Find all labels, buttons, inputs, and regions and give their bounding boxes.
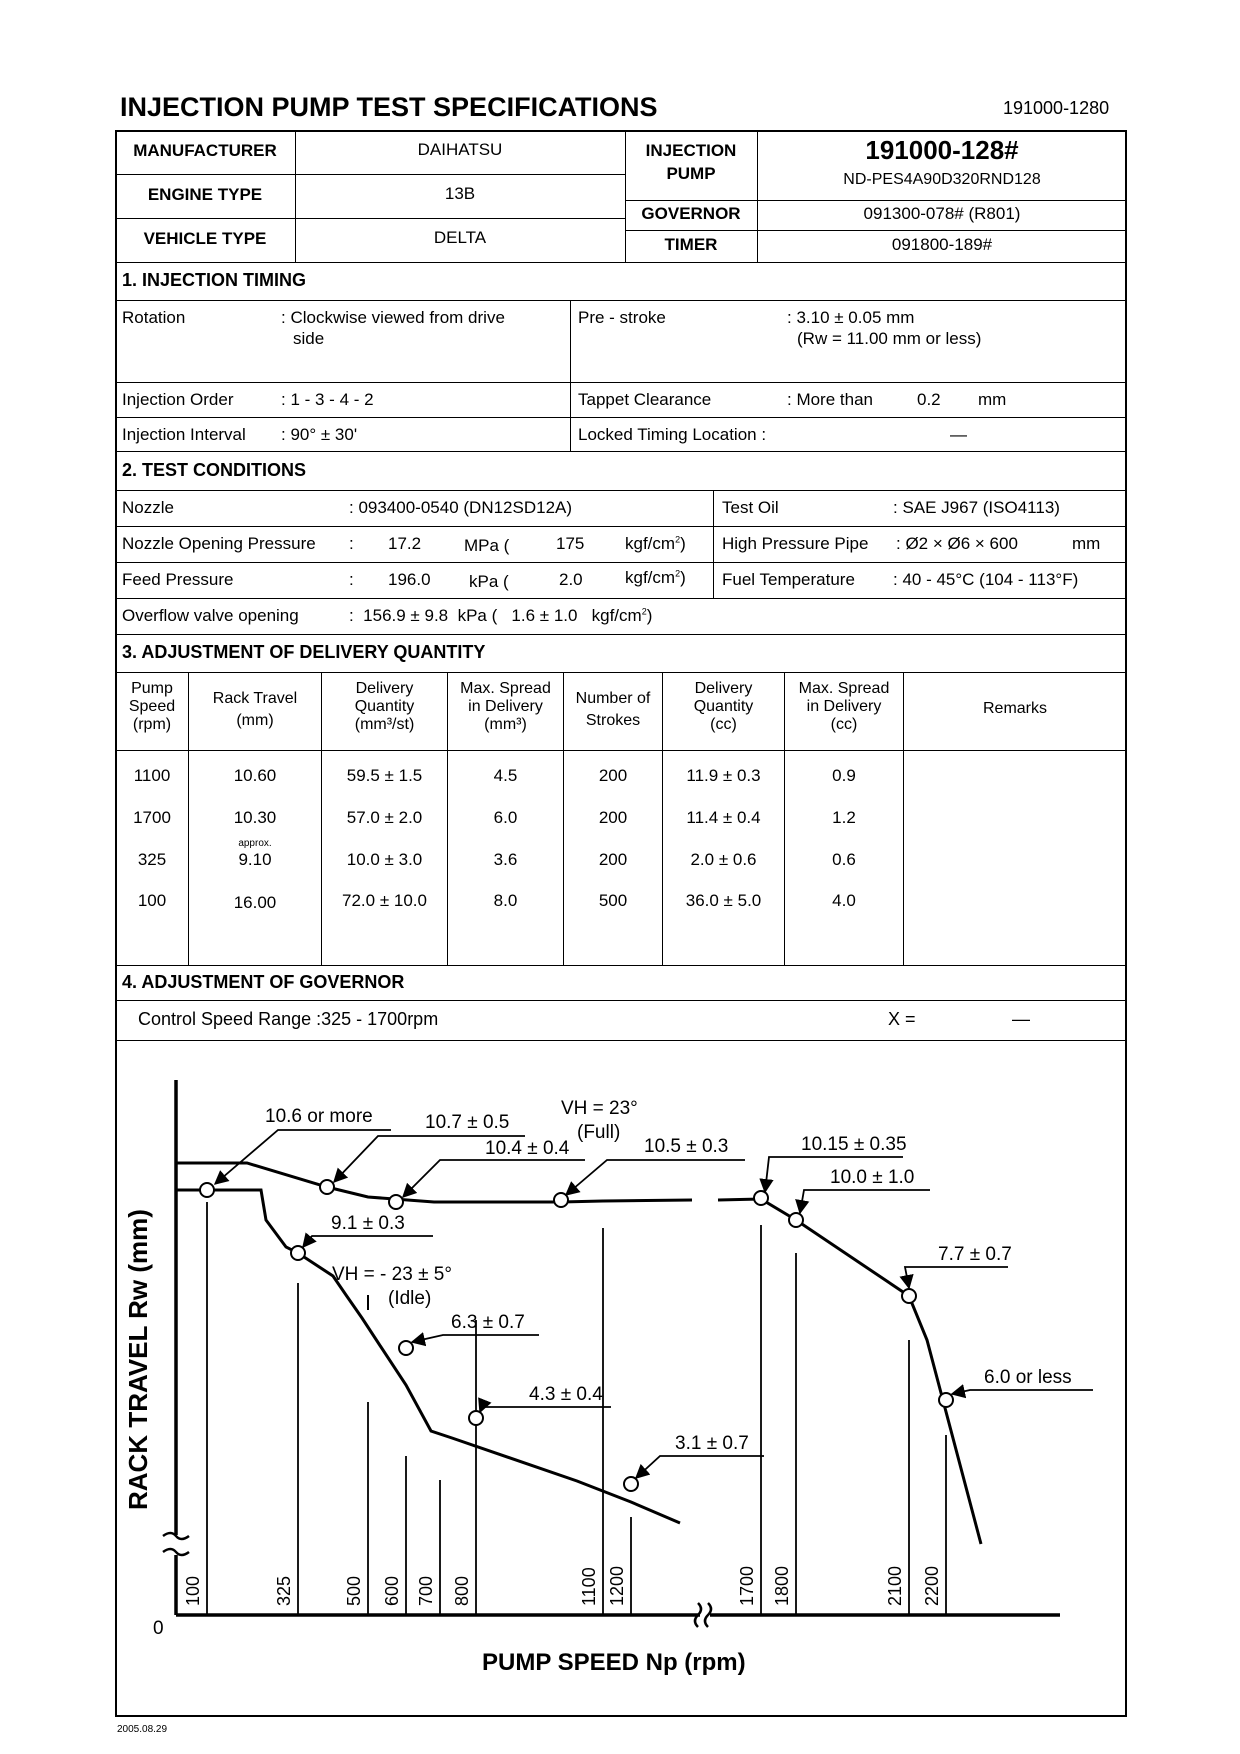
nozzle-opening-pressure-kgf: 175 — [556, 534, 585, 553]
rotation-value-1: : Clockwise viewed from drive — [281, 308, 505, 327]
tappet-clearance-unit: mm — [978, 390, 1007, 409]
cell-pump-speed: 1100 — [133, 766, 171, 785]
col-header-remarks: Remarks — [982, 700, 1047, 717]
injection-order-label: Injection Order — [122, 390, 234, 409]
measure-points — [200, 1180, 953, 1491]
label-6-0: 6.0 or less — [984, 1367, 1072, 1388]
prestroke-label: Pre - stroke — [578, 308, 666, 327]
cell-pump-speed: 325 — [137, 850, 167, 869]
point-2200 — [939, 1393, 953, 1407]
control-speed-range: Control Speed Range :325 - 1700rpm — [138, 1009, 439, 1029]
manufacturer-value: DAIHATSU — [417, 140, 503, 159]
idle-curve — [176, 1190, 680, 1523]
col-header-delivery-quantity-mm3: Delivery Quantity (mm³/st) — [354, 680, 415, 733]
tappet-clearance-label: Tappet Clearance — [578, 390, 712, 409]
point-1700 — [754, 1191, 768, 1205]
label-9-1: 9.1 ± 0.3 — [331, 1213, 405, 1234]
cell-rack-travel: 9.10 — [238, 850, 272, 869]
cell-delivery-mm3: 72.0 ± 10.0 — [342, 891, 427, 910]
fuel-temperature-value: : 40 - 45°C (104 - 113°F) — [893, 570, 1079, 589]
feed-pressure-kgf-unit: kgf/$cm^2$) — [625, 568, 686, 587]
delivery-quantity-title: 3. ADJUSTMENT OF DELIVERY QUANTITY — [122, 642, 486, 662]
governor-curves — [176, 1163, 981, 1544]
tick-label-500: 500 — [344, 1575, 364, 1606]
engine-type-label: ENGINE TYPE — [147, 185, 263, 204]
cell-spread-cc: 4.0 — [832, 891, 856, 910]
leader-9-1 — [303, 1236, 433, 1247]
tick-label-2100: 2100 — [885, 1565, 905, 1606]
nozzle-opening-pressure-mpa-unit: MPa ( — [464, 536, 510, 555]
nozzle-opening-pressure-mpa: 17.2 — [388, 534, 422, 553]
point-2100 — [902, 1289, 916, 1303]
nozzle-opening-pressure-colon: : — [349, 534, 354, 553]
leader-10-5 — [566, 1160, 745, 1195]
speed-gridlines — [207, 1202, 946, 1615]
governor-characteristic-graph — [115, 1040, 1125, 1715]
feed-pressure-label: Feed Pressure — [122, 570, 234, 589]
tick-label-100: 100 — [183, 1575, 203, 1606]
test-oil-value: : SAE J967 (ISO4113) — [893, 498, 1060, 517]
col-header-pump-speed: Pump Speed (rpm) — [128, 680, 176, 733]
feed-pressure-kgf: 2.0 — [559, 570, 583, 589]
locked-timing-value: — — [950, 425, 967, 444]
cell-strokes: 200 — [598, 808, 628, 827]
cell-delivery-cc: 2.0 ± 0.6 — [690, 850, 757, 869]
overflow-valve-label: Overflow valve opening — [122, 606, 299, 625]
prestroke-value-1: : 3.10 ± 0.05 mm — [787, 308, 915, 327]
timer-value: 091800-189# — [891, 235, 993, 254]
leader-3-1 — [636, 1456, 764, 1478]
locked-timing-label: Locked Timing Location : — [578, 425, 767, 444]
full-load-curve — [176, 1163, 692, 1202]
cell-strokes: 200 — [598, 850, 628, 869]
point-100 — [200, 1183, 214, 1197]
label-6-3: 6.3 ± 0.7 — [451, 1312, 525, 1333]
nozzle-label: Nozzle — [122, 498, 174, 517]
label-10-4: 10.4 ± 0.4 — [485, 1138, 570, 1159]
cell-spread-mm3: 8.0 — [493, 891, 518, 910]
governor-value: 091300-078# (R801) — [863, 204, 1021, 223]
cell-delivery-mm3: 59.5 ± 1.5 — [346, 766, 423, 785]
governor-label: GOVERNOR — [641, 204, 741, 223]
cell-delivery-mm3: 10.0 ± 3.0 — [346, 850, 423, 869]
vehicle-type-value: DELTA — [433, 228, 487, 247]
point-1500 — [554, 1193, 568, 1207]
tappet-clearance-value: 0.2 — [917, 390, 941, 409]
cell-rack-travel: 16.00 — [233, 893, 277, 912]
tick-label-600: 600 — [382, 1575, 402, 1606]
document-title: INJECTION PUMP TEST SPECIFICATIONS — [120, 92, 658, 122]
point-1800 — [789, 1213, 803, 1227]
col-header-delivery-quantity-cc: Delivery Quantity (cc) — [693, 680, 754, 733]
cell-strokes: 500 — [598, 891, 628, 910]
annotation-leaders — [215, 1130, 1093, 1478]
tick-label-1700: 1700 — [737, 1565, 757, 1606]
label-7-7: 7.7 ± 0.7 — [938, 1244, 1012, 1265]
label-vh-full-2: (Full) — [577, 1122, 621, 1143]
feed-pressure-kpa-unit: kPa ( — [469, 572, 509, 591]
high-pressure-pipe-unit: mm — [1072, 534, 1101, 553]
manufacturer-label: MANUFACTURER — [133, 141, 277, 160]
label-4-3: 4.3 ± 0.4 — [529, 1384, 603, 1405]
high-pressure-pipe-value: : Ø2 × Ø6 × 600 — [896, 534, 1018, 553]
tick-label-325: 325 — [274, 1575, 294, 1606]
leader-4-3 — [480, 1407, 611, 1412]
timer-label: TIMER — [664, 235, 718, 254]
col-header-max-spread-mm3: Max. Spread in Delivery (mm³) — [460, 680, 551, 733]
injection-pump-label-1: INJECTION — [645, 141, 737, 160]
tick-label-700: 700 — [416, 1575, 436, 1606]
tick-label-2200: 2200 — [922, 1565, 942, 1606]
y-axis-title: RACK TRAVEL Rw (mm) — [123, 1209, 153, 1510]
overflow-valve-value: : 156.9 ± 9.8 kPa ( 1.6 ± 1.0 kgf/$cm^2$) — [349, 606, 653, 625]
test-conditions-title: 2. TEST CONDITIONS — [122, 460, 307, 480]
cell-delivery-cc: 11.9 ± 0.3 — [686, 766, 761, 785]
col-header-number-of-strokes: Number of Strokes — [575, 690, 651, 729]
tappet-clearance-prefix: : More than — [787, 390, 873, 409]
document-number: 191000-1280 — [1003, 98, 1110, 118]
vehicle-type-label: VEHICLE TYPE — [143, 229, 267, 248]
point-600 — [399, 1341, 413, 1355]
cell-spread-mm3: 4.5 — [493, 766, 518, 785]
tick-label-1100: 1100 — [579, 1567, 599, 1606]
label-10-15: 10.15 ± 0.35 — [801, 1134, 907, 1155]
point-325 — [291, 1246, 305, 1260]
injection-order-value: : 1 - 3 - 4 - 2 — [281, 390, 374, 409]
cell-spread-cc: 0.6 — [832, 850, 856, 869]
speed-tick-labels — [183, 1566, 942, 1606]
fuel-temperature-label: Fuel Temperature — [722, 570, 855, 589]
cell-spread-cc: 1.2 — [832, 808, 856, 827]
approx-note: approx. — [238, 838, 272, 849]
tick-label-800: 800 — [452, 1575, 472, 1606]
injection-timing-title: 1. INJECTION TIMING — [122, 270, 307, 290]
high-pressure-pipe-label: High Pressure Pipe — [722, 534, 869, 553]
engine-type-value: 13B — [444, 184, 476, 203]
nozzle-opening-pressure-label: Nozzle Opening Pressure — [122, 534, 316, 553]
cell-rack-travel: 10.60 — [233, 766, 277, 785]
cell-pump-speed: 1700 — [133, 808, 171, 827]
test-oil-label: Test Oil — [722, 498, 779, 517]
leader-6-0 — [952, 1390, 1093, 1394]
cell-spread-cc: 0.9 — [832, 766, 856, 785]
leader-10-4 — [403, 1160, 585, 1197]
rotation-value-2: side — [293, 329, 325, 348]
point-800 — [469, 1411, 483, 1425]
injection-pump-model: ND-PES4A90D320RND128 — [843, 171, 1041, 188]
label-vh-idle-2: (Idle) — [388, 1288, 432, 1309]
injection-interval-value: : 90° ± 30' — [281, 425, 358, 444]
leader-7-7 — [905, 1267, 1008, 1288]
nozzle-opening-pressure-kgf-unit: kgf/$cm^2$) — [625, 534, 686, 553]
x-axis-title: PUMP SPEED Np (rpm) — [482, 1649, 746, 1676]
point-1200 — [624, 1477, 638, 1491]
label-10-5: 10.5 ± 0.3 — [644, 1136, 729, 1157]
feed-pressure-kpa: 196.0 — [388, 570, 431, 589]
tick-label-1800: 1800 — [772, 1565, 792, 1606]
cell-spread-mm3: 3.6 — [493, 850, 518, 869]
label-vh-idle-1: VH = - 23 ± 5° — [332, 1264, 452, 1285]
cell-delivery-cc: 11.4 ± 0.4 — [686, 808, 761, 827]
footer-date: 2005.08.29 — [117, 1724, 168, 1735]
label-10-6: 10.6 or more — [265, 1106, 373, 1127]
cell-strokes: 200 — [598, 766, 628, 785]
tick-label-1200: 1200 — [607, 1565, 627, 1606]
label-10-7: 10.7 ± 0.5 — [425, 1112, 510, 1133]
injection-interval-label: Injection Interval — [122, 425, 246, 444]
x-value: — — [1012, 1009, 1030, 1029]
nozzle-value: : 093400-0540 (DN12SD12A) — [349, 498, 573, 517]
governor-title: 4. ADJUSTMENT OF GOVERNOR — [122, 972, 405, 992]
prestroke-value-2: (Rw = 11.00 mm or less) — [797, 329, 982, 348]
cell-delivery-mm3: 57.0 ± 2.0 — [346, 808, 423, 827]
cell-delivery-cc: 36.0 ± 5.0 — [685, 891, 762, 910]
label-10-0: 10.0 ± 1.0 — [830, 1167, 915, 1188]
point-1100 — [320, 1180, 334, 1194]
label-vh-full-1: VH = 23° — [561, 1098, 638, 1119]
injection-pump-label-2: PUMP — [666, 164, 716, 183]
point-1200-full — [389, 1195, 403, 1209]
col-header-rack-travel: Rack Travel (mm) — [212, 690, 298, 729]
rotation-label: Rotation — [122, 308, 186, 327]
cell-pump-speed: 100 — [137, 891, 167, 910]
col-header-max-spread-cc: Max. Spread in Delivery (cc) — [798, 680, 890, 733]
injection-pump-number: 191000-128# — [865, 135, 1019, 165]
feed-pressure-colon: : — [349, 570, 354, 589]
cell-spread-mm3: 6.0 — [493, 808, 518, 827]
leader-10-0 — [800, 1190, 930, 1213]
leader-10-6 — [215, 1130, 391, 1184]
x-label: X = — [888, 1009, 916, 1029]
cell-rack-travel: 10.30 — [233, 808, 277, 827]
label-3-1: 3.1 ± 0.7 — [675, 1433, 749, 1454]
origin-label: 0 — [153, 1618, 164, 1639]
y-axis-break-mark — [163, 1549, 189, 1555]
